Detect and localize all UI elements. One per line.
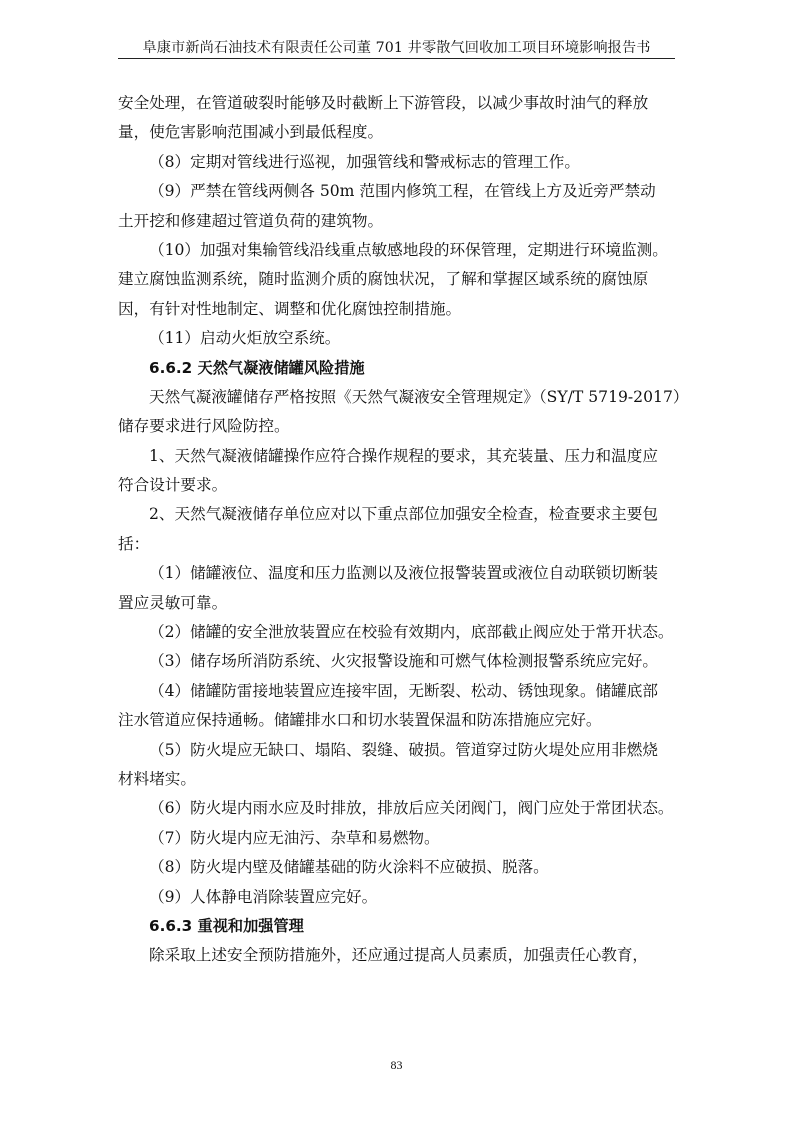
list-item: （6）防火堤内雨水应及时排放，排放后应关闭阀门，阀门应处于常团状态。 — [149, 799, 674, 818]
text-line: 括： — [118, 534, 150, 553]
text-line: 置应灵敏可靠。 — [118, 593, 228, 612]
text-line: 符合设计要求。 — [118, 476, 228, 495]
text-line: 储存要求进行风险防控。 — [118, 417, 290, 436]
text-line: 因，有针对性地制定、调整和优化腐蚀控制措施。 — [118, 299, 462, 318]
list-item: （4）储罐防雷接地装置应连接牢固，无断裂、松动、锈蚀现象。储罐底部 — [149, 681, 658, 700]
list-item: 2、天然气凝液储存单位应对以下重点部位加强安全检查，检查要求主要包 — [149, 505, 658, 524]
list-item: （2）储罐的安全泄放装置应在校验有效期内，底部截止阀应处于常开状态。 — [149, 623, 674, 642]
text-line: 除采取上述安全预防措施外，还应通过提高人员素质，加强责任心教育， — [149, 946, 649, 965]
text-line: 材料堵实。 — [118, 769, 196, 788]
text-line: 注水管道应保持通畅。储罐排水口和切水装置保温和防冻措施应完好。 — [118, 711, 602, 730]
list-item: （8）定期对管线进行巡视，加强管线和警戒标志的管理工作。 — [149, 152, 580, 171]
list-item: （9）严禁在管线两侧各 50m 范围内修筑工程，在管线上方及近旁严禁动 — [149, 182, 656, 201]
text-line: 安全处理，在管道破裂时能够及时截断上下游管段，以减少事故时油气的释放 — [118, 94, 649, 112]
page-number: 83 — [390, 1058, 403, 1072]
page-header: 阜康市新尚石油技术有限责任公司董 701 井零散气回收加工项目环境影响报告书 — [142, 40, 651, 56]
list-item: （3）储存场所消防系统、火灾报警设施和可燃气体检测报警系统应完好。 — [149, 652, 658, 671]
list-item: （10）加强对集输管线沿线重点敏感地段的环保管理，定期进行环境监测。 — [149, 240, 668, 259]
text-line: 建立腐蚀监测系统，随时监测介质的腐蚀状况，了解和掌握区域系统的腐蚀原 — [118, 270, 649, 289]
list-item: （7）防火堤内应无油污、杂草和易燃物。 — [149, 828, 440, 847]
list-item: （9）人体静电消除装置应完好。 — [149, 887, 378, 906]
text-line: 土开挖和修建超过管道负荷的建筑物。 — [118, 211, 384, 230]
list-item: （5）防火堤应无缺口、塌陷、裂缝、破损。管道穿过防火堤处应用非燃烧 — [149, 740, 658, 759]
document-body — [118, 89, 689, 971]
text-line: 天然气凝液罐储存严格按照《天然气凝液安全管理规定》（SY/T 5719-2017） — [149, 387, 689, 406]
list-item: （11）启动火炬放空系统。 — [149, 329, 341, 348]
section-heading-6-6-3: 6.6.3 重视和加强管理 — [149, 916, 304, 935]
list-item: （1）储罐液位、温度和压力监测以及液位报警装置或液位自动联锁切断装 — [149, 564, 658, 583]
section-heading-6-6-2: 6.6.2 天然气凝液储罐风险措施 — [149, 358, 365, 377]
text-line: 量，使危害影响范围减小到最低程度。 — [118, 123, 384, 142]
list-item: 1、天然气凝液储罐操作应符合操作规程的要求，其充装量、压力和温度应 — [149, 446, 658, 465]
header-divider — [118, 58, 675, 59]
list-item: （8）防火堤内壁及储罐基础的防火涂料不应破损、脱落。 — [149, 858, 549, 877]
